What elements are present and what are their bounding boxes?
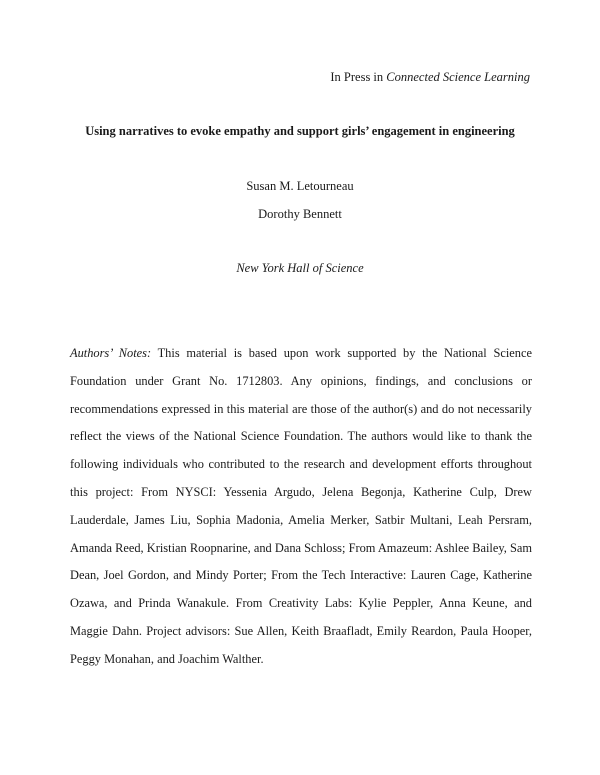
author-affiliation: New York Hall of Science — [236, 261, 364, 275]
authors-notes-paragraph — [70, 340, 532, 674]
journal-name: Connected Science Learning — [386, 70, 530, 84]
authors-notes-label: Authors’ Notes: — [70, 346, 152, 360]
author-name: Dorothy Bennett — [258, 207, 342, 221]
running-head-prefix: In Press in — [330, 70, 387, 84]
running-head — [330, 69, 530, 85]
paper-title: Using narratives to evoke empathy and support girls’ engagement in engineering — [85, 124, 515, 138]
authors-notes-text: This material is based upon work supported by the National Science Foundation under Grant No. 1712803. Any opinions, findings, and conclusions or recommendations expressed in this material are those of the author(s) and do not necessarily reflect the views of the National Science Foundation. The authors would like to thank the following individuals who contributed to the research and development efforts throughout this project: From NYSCI: Yessenia Argudo, Jelena Begonja, Katherine Culp, Drew Lauderdale, James Liu, Sophia Madonia, Amelia Merker, Satbir Multani, Leah Persram, Amanda Reed, Kristian Roopnarine, and Dana Schloss; From Amazeum: Ashlee Bailey, Sam Dean, Joel Gordon, and Mindy Porter; From the Tech Interactive: Lauren Cage, Katherine Ozawa, and Prinda Wanakule. From Creativity Labs: Kylie Peppler, Anna Keune, and Maggie Dahn. Project advisors: Sue Allen, Keith Braafladt, Emily Reardon, Paula Hooper, Peggy Monahan, and Joachim Walther. — [70, 346, 532, 666]
author-name: Susan M. Letourneau — [246, 179, 354, 193]
